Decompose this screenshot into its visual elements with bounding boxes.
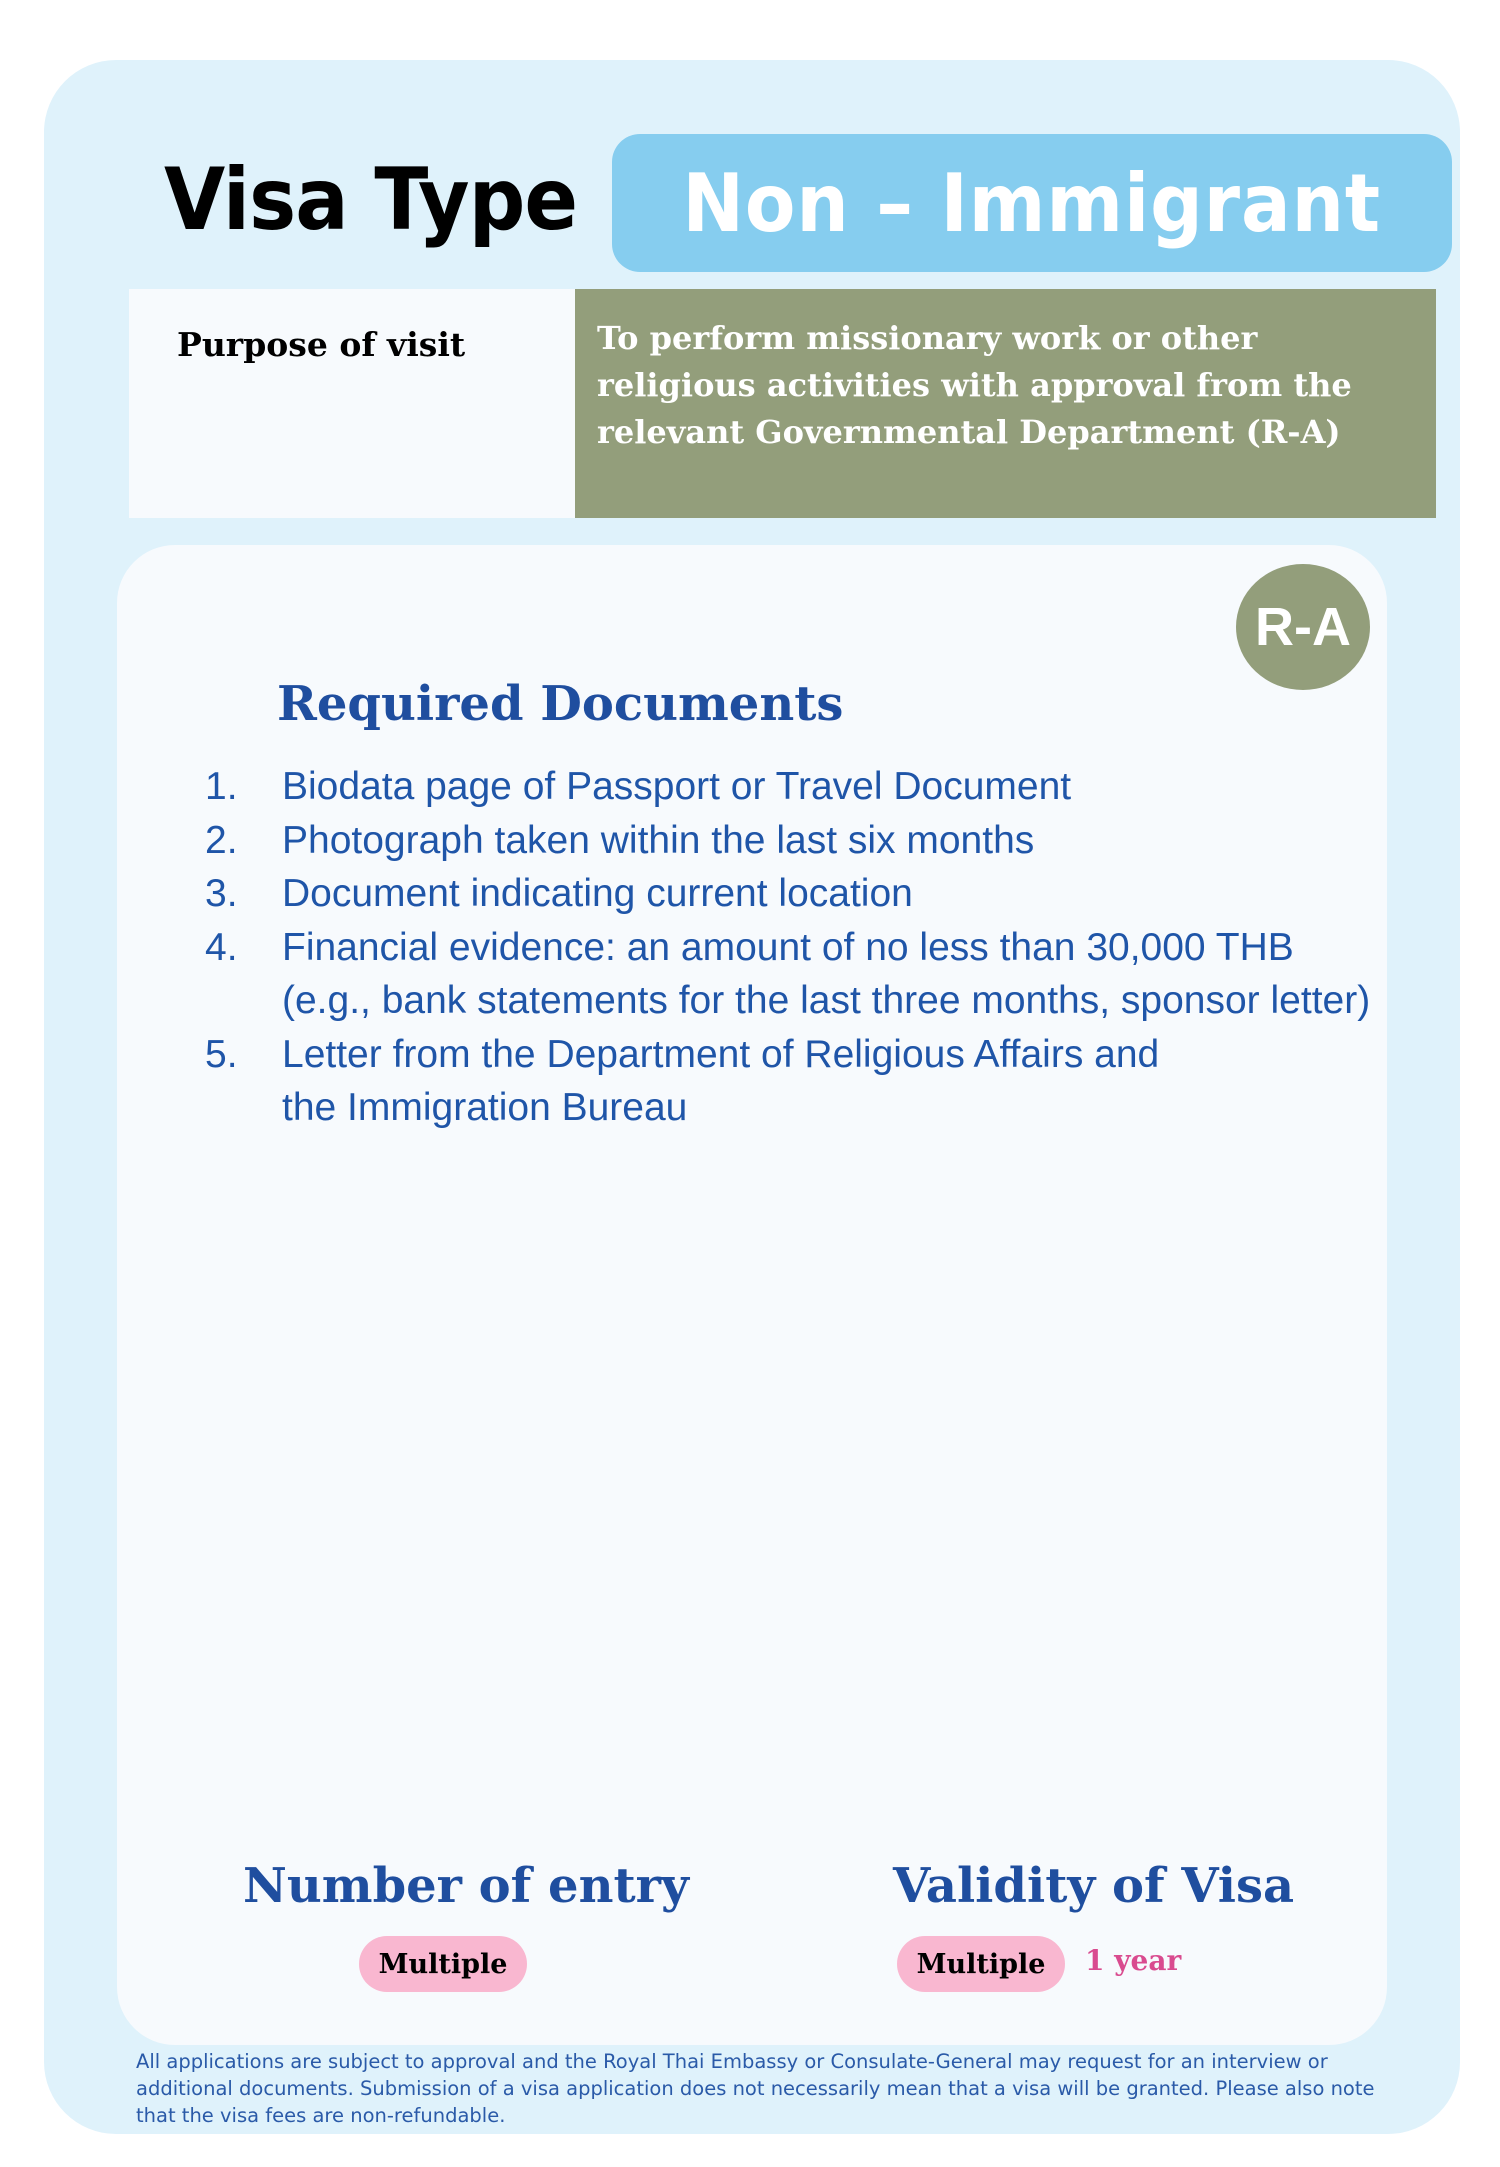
list-item-number: 2.: [205, 818, 238, 862]
purpose-label: Purpose of visit: [177, 325, 466, 364]
list-item-text: Financial evidence: an amount of no less than 30,000 THB (e.g., bank statements for the last three months, sponsor letter): [282, 925, 1371, 1022]
purpose-label-box: [129, 289, 575, 518]
required-documents-title: Required Documents: [277, 676, 844, 732]
list-item: [205, 814, 1370, 868]
list-item-text: Photograph taken within the last six months: [282, 818, 1035, 862]
validity-duration: 1 year: [1085, 1944, 1182, 1977]
visa-type-pill: [612, 134, 1452, 272]
list-item-text: Biodata page of Passport or Travel Document: [282, 765, 1072, 808]
entry-value-pill: Multiple: [359, 1936, 527, 1992]
list-item-number: 3.: [205, 872, 238, 915]
list-item-text: Letter from the Department of Religious Affairs and the Immigration Bureau: [282, 1032, 1160, 1129]
list-item-number: 1.: [205, 765, 238, 808]
list-item-number: 5.: [205, 1032, 238, 1076]
visa-category-badge: [1236, 564, 1370, 690]
validity-title: Validity of Visa: [893, 1858, 1295, 1914]
visa-type-label: Visa Type: [164, 150, 578, 250]
validity-value-pill: Multiple: [897, 1936, 1065, 1992]
required-documents-list: [205, 760, 1370, 1135]
list-item: [205, 921, 1370, 1028]
list-item-text: Document indicating current location: [282, 872, 913, 915]
badge-label: R-A: [1255, 597, 1351, 657]
list-item: [205, 760, 1370, 814]
number-of-entry-title: Number of entry: [243, 1858, 689, 1914]
list-item-number: 4.: [205, 925, 238, 969]
purpose-value: To perform missionary work or other religious activities with approval from the relevant Governmental Department (R-A): [597, 319, 1352, 451]
purpose-value-box: [575, 289, 1436, 518]
list-item: [205, 1028, 1370, 1135]
footer-disclaimer: All applications are subject to approval and the Royal Thai Embassy or Consulate-General may request for an interview or additional documents. Submission of a visa application does not necessarily mean that a visa will be granted. Please also note that the visa fees are non-refundable.: [136, 2050, 1375, 2127]
list-item: [205, 867, 1370, 921]
visa-type-value: Non – Immigrant: [682, 156, 1382, 250]
